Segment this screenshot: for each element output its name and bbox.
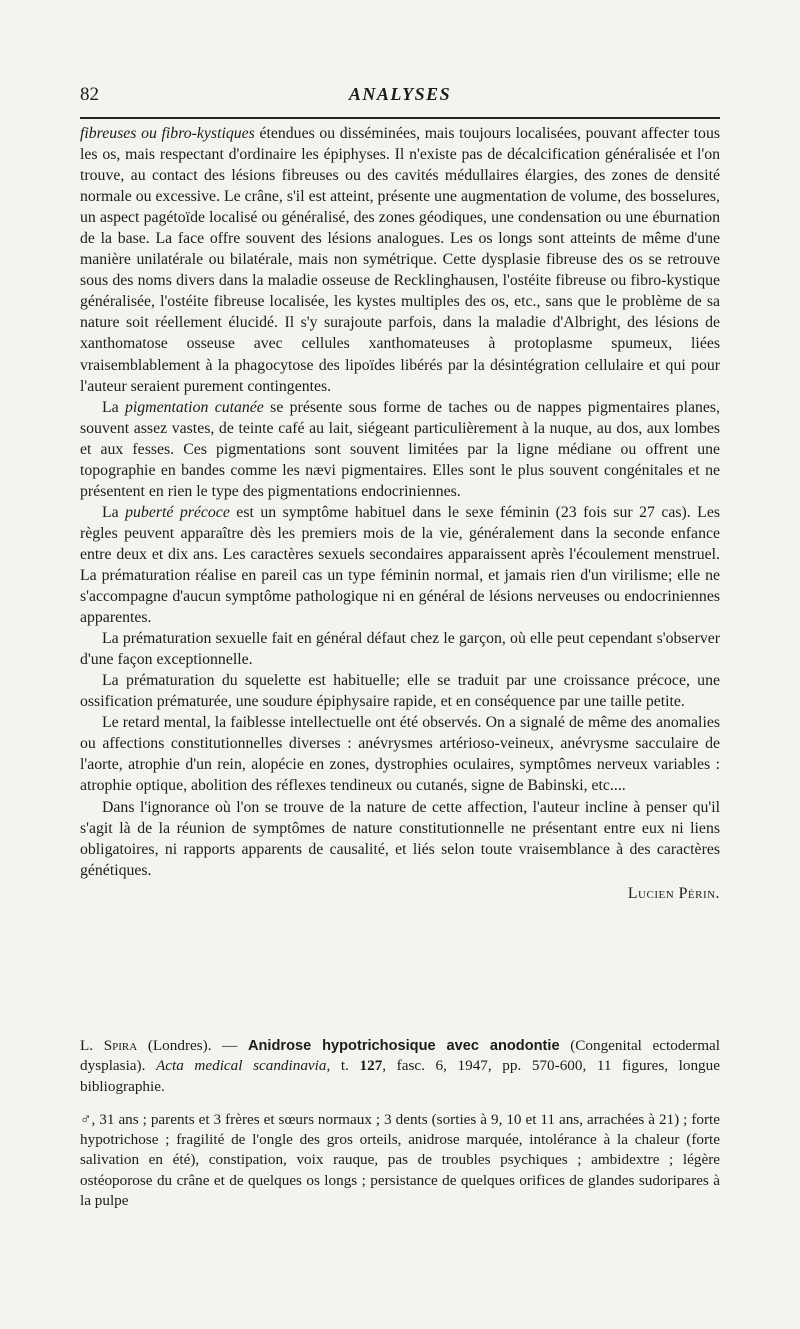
review-citation [80,1036,720,1097]
review-title: Anidrose hypotrichosique avec anodontie [247,1038,560,1054]
author-initial: L. [80,1037,104,1054]
review-body: ♂, 31 ans ; parents et 3 frères et sœurs normaux ; 3 dents (sorties à 9, 10 et 11 ans, arrachées à 21) ; forte hypotrichose ; fragilité de l'ongle des gros orteils, anidrose marquée, intolérance à la chaleur (forte salivation en été), constipation, voix rauque, pas de troubles psychiques ; ambidextre ; légère ostéoporose du crâne et de quelques os longs ; persistance de quelques orifices de glandes sudoripares à la pulpe [80,1110,720,1210]
paragraph-text: étendues ou disséminées, mais toujours localisées, pouvant affecter tous les os, mais respectant d'ordinaire les épiphyses. Il n'existe pas de décalcification généralisée et l'on trouve, au contact des lésions fibreuses ou des cavités médullaires élargies, des zones de densité normale ou excessive. Le crâne, s'il est atteint, présente une augmentation de volume, des bosselures, un aspect pagétoïde localisé ou généralisé, des zones géodiques, une condensation ou une éburnation de la base. La face offre souvent des lésions analogues. Les os longs sont atteints de même d'une manière unilatérale ou bilatérale, mais non symétrique. Cette dysplasie fibreuse des os se retrouve sous des noms divers dans la maladie osseuse de Recklinghausen, l'ostéite fibreuse ou fibro-kystique généralisée, l'ostéite fibreuse localisée, les kystes multiples des os, etc., sans que le problème de sa nature soit réellement élucidé. Il s'y surajoute parfois, dans la maladie d'Albright, des lésions de xanthomatose osseuse avec cellules xanthomateuses à protoplasme spumeux, liées vraisemblablement à la phagocytose des lipoïdes libérés par la désintégration cellulaire et qui pour l'auteur seraient purement contingentes. [80,125,720,395]
citation-text: , fasc. 6, 1947, pp. 570-600, 11 figures, longue bibliographie. [80,1057,720,1095]
paragraph-5: La prématuration du squelette est habituelle; elle se traduit par une croissance précoce, une ossification prématurée, une soudure épiphysaire rapide, et en conséquence par une taille petite. [80,672,720,711]
author-signature: Lucien Périn. [627,884,720,902]
review-entry [80,1036,720,1211]
italic-term: pigmentation cutanée [125,398,264,416]
review-title-english: (Congenital ectodermal dysplasia). [80,1037,720,1075]
paragraph-2 [80,397,720,502]
author-place: (Londres). — [137,1037,248,1054]
paragraph-text: est un symptôme habituel dans le sexe féminin (23 fois sur 27 cas). Les règles peuvent apparaître dès les premiers mois de la vie, généralement dans la seconde enfance entre deux et dix ans. Les caractères sexuels secondaires apparaissent après l'écoulement menstruel. La prématuration réalise en pareil cas un type féminin normal, et jamais rien d'un virilisme; elle ne s'accompagne d'aucun symptôme pathologique ni en général de lésions nerveuses ou endocriniennes apparentes. [80,503,720,627]
italic-term: fibreuses ou fibro-kystiques [80,125,255,142]
paragraph-text: se présente sous forme de taches ou de nappes pigmentaires planes, souvent assez vastes, de teinte café au lait, siégeant particulièrement à la nuque, au dos, aux lombes et aux fesses. Ces pigmentations sont souvent limitées par la ligne médiane ou offrent une topographie en bandes comme les nævi pigmentaires. Elles sont le plus souvent congénitales et ne présentent en rien le type des pigmentations endocriniennes. [80,398,720,500]
author-name: Spira [103,1037,138,1054]
paragraph-6: Le retard mental, la faiblesse intellectuelle ont été observés. On a signalé de même des anomalies ou affections constitutionnelles diverses : anévrysmes artérioso-veineux, anévrysme sacculaire de l'aorte, atrophie d'un rein, alopécie en zones, dystrophies oculaires, symptômes nerveux variables : atrophie optique, abolition des réflexes tendineux ou cutanés, signe de Babinski, etc.... [80,714,720,795]
page-number: 82 [80,84,99,105]
volume-number: 127 [359,1057,383,1075]
header-rule [80,117,720,119]
paragraph-text: La [102,398,125,416]
paragraph-text: La [102,503,126,521]
paragraph-1 [80,123,720,397]
running-title: ANALYSES [348,84,452,104]
paragraph-7: Dans l'ignorance où l'on se trouve de la nature de cette affection, l'auteur incline à penser qu'il s'agit là de la réunion de symptômes de nature constitutionnelle ne présentant entre eux ni liens obligatoires, ni rapports apparents de causalité, et liés selon toute vraisemblance à des caractères génétiques. [80,798,720,879]
italic-term: puberté précoce [125,503,230,521]
paragraph-3 [80,502,720,628]
article-body [80,123,720,904]
citation-text: , t. [326,1057,360,1075]
paragraph-4: La prématuration sexuelle fait en général défaut chez le garçon, où elle peut cependant s'observer d'une façon exceptionnelle. [80,630,720,669]
page-header [80,80,720,110]
journal-name: Acta medical scandinavia [155,1057,327,1075]
